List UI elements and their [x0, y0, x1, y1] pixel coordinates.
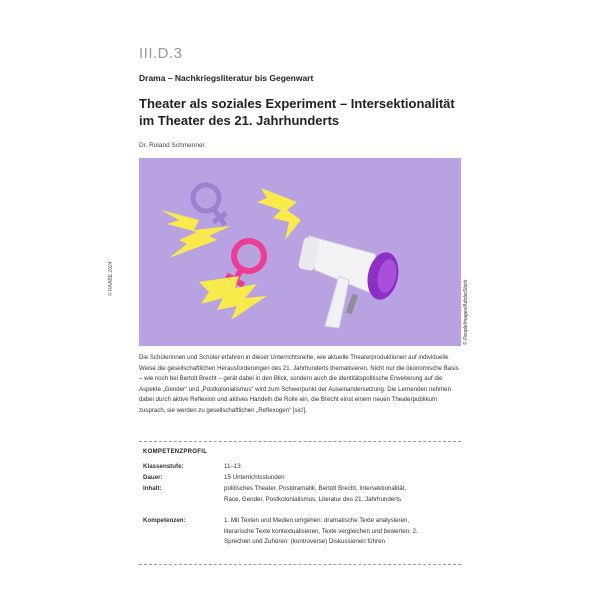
section-code: III.D.3: [139, 45, 183, 62]
page-title: Theater als soziales Experiment – Intersektionalität im Theater des 21. Jahrhunderts: [139, 96, 455, 128]
kp-value: 15 Unterrichtsstunden: [224, 474, 285, 481]
hero-illustration: [139, 158, 461, 346]
kp-value: 11–13: [224, 463, 241, 470]
photo-credit: © PeopleImages/AdobeStock: [463, 279, 469, 345]
kp-label: Dauer:: [143, 474, 163, 481]
kp-label: Klassenstufe:: [143, 463, 184, 470]
hero-background: [139, 158, 461, 346]
divider: [139, 441, 461, 442]
subject-line: Drama – Nachkriegsliteratur bis Gegenwart: [139, 73, 314, 83]
kp-label: Inhalt:: [143, 485, 162, 492]
divider: [139, 564, 461, 565]
author: Dr. Roland Schmenner: [139, 142, 205, 149]
kp-value: 1. Mit Texten und Medien umgehen: dramatische Texte analysieren, literarische Texte kontextualisieren, Texte vergleichen und bewerten; 2. Sprechen und Zuhören: (kontroverse) Diskussionen führen: [224, 517, 418, 546]
kp-label: Kompetenzen:: [143, 517, 186, 524]
intro-paragraph: Die Schülerinnen und Schüler erfahren in dieser Unterrichtsreihe, wie aktuelle Theaterproduktionen auf individuelle Weise die gesellschaftlichen Herausforderungen des 21. Jahrhunderts thematisieren. Nicht nur die ökonomische Basis – wie noch bei Bertolt Brecht – gerät dabei in den Blick, sondern auch die identitätspolitische Erweiterung auf die Aspekte „Gender“ und „Postkolonialismus“ wird zum Schwerpunkt der Auseinandersetzung. Die Lernenden nehmen dabei durch aktive Reflexion und aktives Handeln die Rolle ein, die Brecht einst einem neuen Theaterpublikum zusprach, sie werden zu gesellschaftlichen „Reflexogen“ [sic!].: [139, 354, 459, 414]
kompetenzprofil-title: KOMPETENZPROFIL: [143, 449, 208, 455]
hero-image: [139, 158, 461, 346]
copyright-note: © RAABE 2024: [108, 261, 114, 296]
intro-text: [139, 353, 461, 417]
kp-value: politisches Theater, Postdramatik, Bertolt Brecht, Intersektionalität, Race, Gender, Postkolonialismus, Literatur des 21. Jahrhunderts: [224, 485, 407, 503]
